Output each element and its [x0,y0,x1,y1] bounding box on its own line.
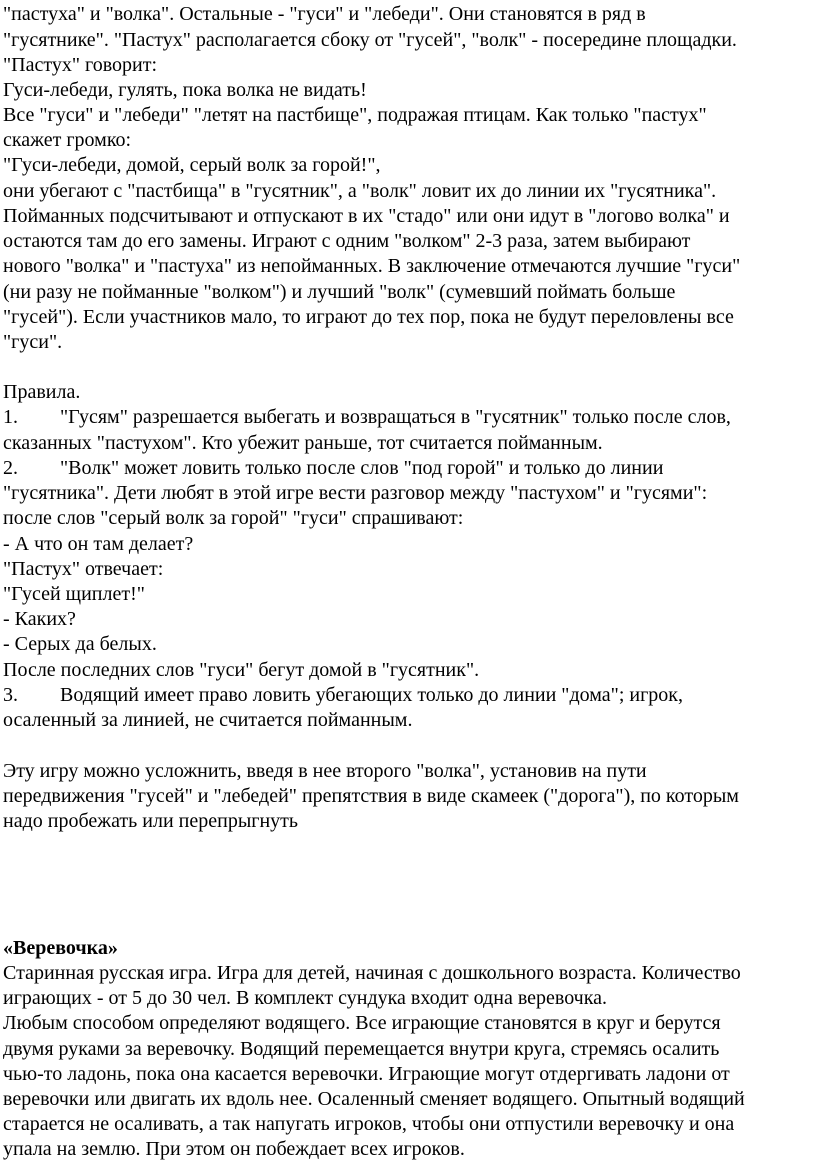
text-line: "Пастух" говорит: [3,54,158,76]
text-line: После последних слов "гуси" бегут домой в "гусятник". [3,659,480,681]
rule-2 [3,456,663,481]
rules-heading: Правила. [3,381,81,403]
text-line: - Серых да белых. [3,633,157,655]
text-line: Любым способом определяют водящего. Все играющие становятся в круг и берутся [3,1012,721,1034]
rule-number: 3. [3,684,18,706]
text-line: (ни разу не пойманные "волком") и лучший "волк" (сумевший поймать больше [3,281,676,303]
text-line: чью-то ладонь, пока она касается веревочки. Играющие могут отдергивать ладони от [3,1063,730,1085]
text-line: скажет громко: [3,129,132,151]
text-line: после слов "серый волк за горой" "гуси" спрашивают: [3,507,464,529]
text-line: - Каких? [3,608,76,630]
text-line: "гусятнике". "Пастух" располагается сбоку от "гусей", "волк" - посередине площадки. [3,29,737,51]
text-line: Все "гуси" и "лебеди" "летят на пастбище", подражая птицам. Как только "пастух" [3,104,707,126]
text-line: Пойманных подсчитывают и отпускают в их "стадо" или они идут в "логово волка" и [3,205,730,227]
section-title: «Веревочка» [3,937,118,959]
rule-number: 1. [3,406,18,428]
text-line: они убегают с "пастбища" в "гусятник", а "волк" ловит их до линии их "гусятника". [3,180,717,202]
text-line: "пастуха" и "волка". Остальные - "гуси" и "лебеди". Они становятся в ряд в [3,3,646,25]
text-line: нового "волка" и "пастуха" из непойманных. В заключение отмечаются лучшие "гуси" [3,255,741,277]
rule-number: 2. [3,457,18,479]
text-line: сказанных "пастухом". Кто убежит раньше, тот считается пойманным. [3,432,603,454]
text-line: остаются там до его замены. Играют с одним "волком" 2-3 раза, затем выбирают [3,230,691,252]
text-line: двумя руками за веревочку. Водящий перемещается внутри круга, стремясь осалить [3,1038,720,1060]
text-line: Эту игру можно усложнить, введя в нее второго "волка", установив на пути [3,760,647,782]
text-line: "Гусей щиплет!" [3,583,145,605]
text-line: надо пробежать или перепрыгнуть [3,810,299,832]
text-line: "Гуси-лебеди, домой, серый волк за горой!", [3,154,381,176]
rule-1 [3,405,731,430]
text-line: осаленный за линией, не считается пойманным. [3,709,413,731]
text-line: Старинная русская игра. Игра для детей, начиная с дошкольного возраста. Количество [3,962,741,984]
text-line: играющих - от 5 до 30 чел. В комплект сундука входит одна веревочка. [3,987,608,1009]
text-line: - А что он там делает? [3,533,194,555]
rule-3 [3,683,683,708]
text-line: передвижения "гусей" и "лебедей" препятствия в виде скамеек ("дорога"), по которым [3,785,739,807]
text-line: Гуси-лебеди, гулять, пока волка не видать! [3,79,367,101]
text-line: упала на землю. При этом он побеждает всех игроков. [3,1138,465,1160]
text-line: веревочки или двигать их вдоль нее. Осаленный сменяет водящего. Опытный водящий [3,1088,745,1110]
rule-text: "Гусям" разрешается выбегать и возвращаться в "гусятник" только после слов, [60,406,731,428]
rule-text: "Волк" может ловить только после слов "под горой" и только до линии [60,457,664,479]
text-line: "гуси". [3,331,63,353]
rule-text: Водящий имеет право ловить убегающих только до линии "дома"; игрок, [60,684,684,706]
text-line: "гусей"). Если участников мало, то играют до тех пор, пока не будут переловлены все [3,306,734,328]
text-line: старается не осаливать, а так напугать игроков, чтобы они отпустили веревочку и она [3,1113,735,1135]
text-line: "Пастух" отвечает: [3,558,164,580]
text-line: "гусятника". Дети любят в этой игре вести разговор между "пастухом" и "гусями": [3,482,708,504]
